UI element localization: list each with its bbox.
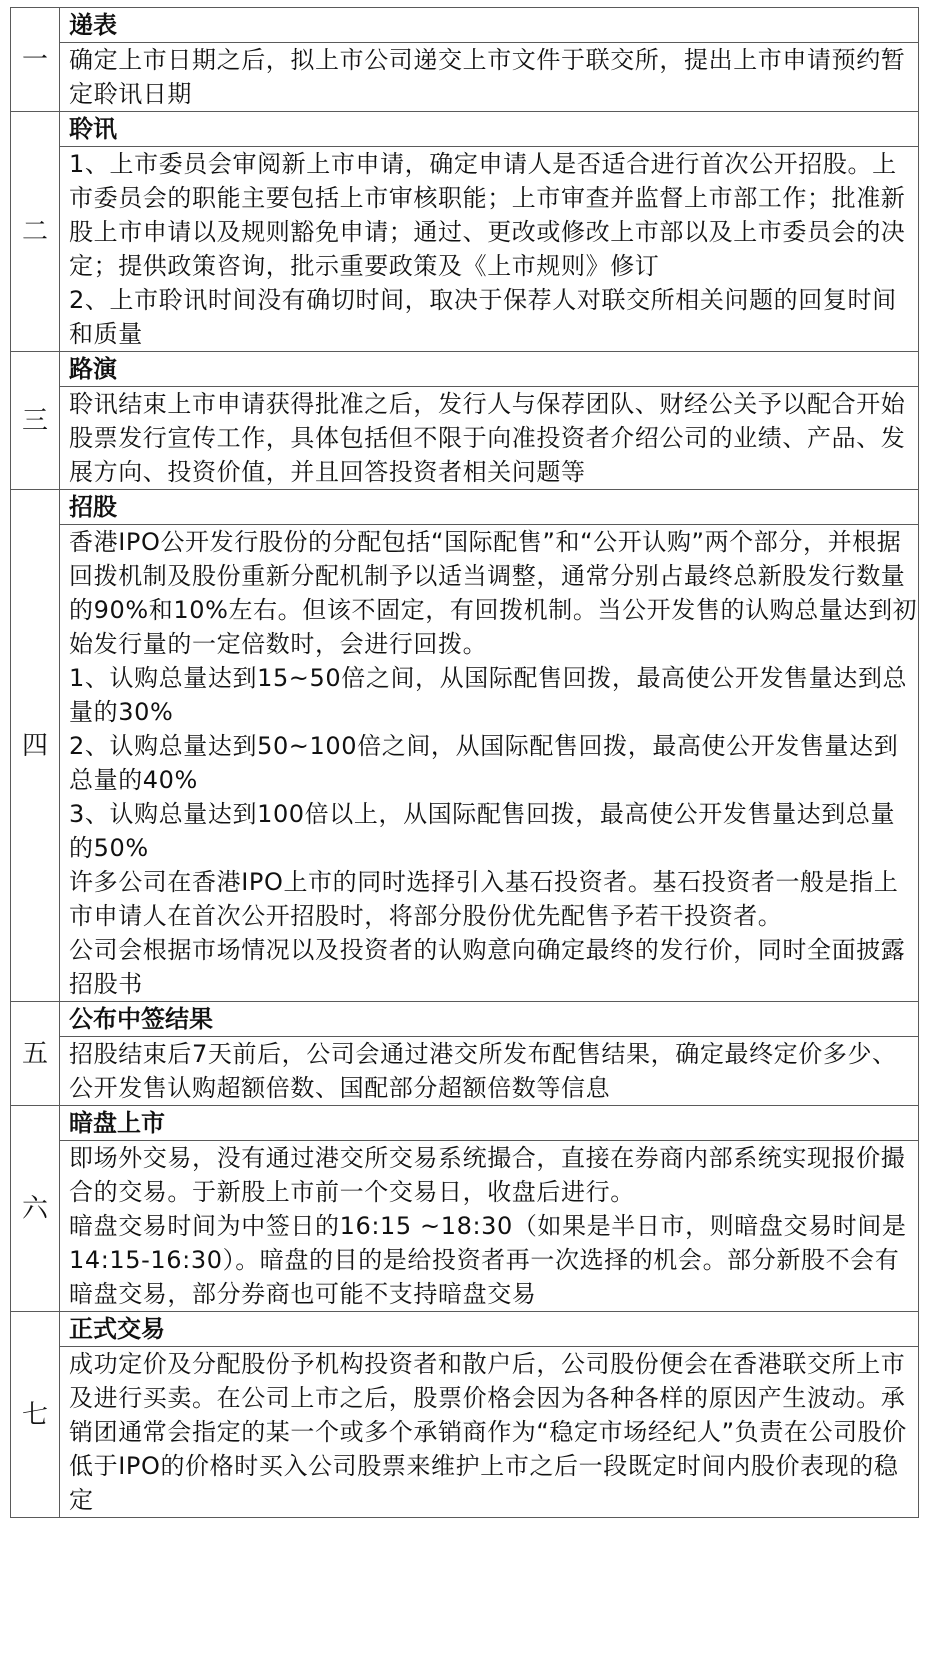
step-description — [60, 1141, 919, 1312]
step-paragraph: 2、认购总量达到50~100倍之间，从国际配售回拨，最高使公开发售量达到总量的40% — [69, 732, 899, 794]
step-paragraph: 1、上市委员会审阅新上市申请，确定申请人是否适合进行首次公开招股。上市委员会的职能主要包括上市审核职能；上市审查并监督上市部工作；批准新股上市申请以及规则豁免申请；通过、更改或修改上市部以及上市委员会的决定；提供政策咨询，批示重要政策及《上市规则》修订 — [69, 150, 906, 280]
step-title-row — [11, 1106, 919, 1141]
step-number: 一 — [11, 8, 60, 112]
step-number: 二 — [11, 112, 60, 352]
step-paragraph: 即场外交易，没有通过港交所交易系统撮合，直接在券商内部系统实现报价撮合的交易。于新股上市前一个交易日，收盘后进行。 — [69, 1144, 906, 1206]
step-title: 递表 — [60, 8, 919, 43]
step-description — [60, 1037, 919, 1106]
step-paragraph: 成功定价及分配股份予机构投资者和散户后，公司股份便会在香港联交所上市及进行买卖。在公司上市之后，股票价格会因为各种各样的原因产生波动。承销团通常会指定的某一个或多个承销商作为“稳定市场经纪人”负责在公司股价低于IPO的价格时买入公司股票来维护上市之后一段既定时间内股价表现的稳定 — [69, 1350, 907, 1514]
step-body-row — [11, 43, 919, 112]
step-body-row — [11, 147, 919, 352]
step-title: 暗盘上市 — [60, 1106, 919, 1141]
step-paragraph: 确定上市日期之后，拟上市公司递交上市文件于联交所，提出上市申请预约暂定聆讯日期 — [69, 46, 906, 108]
step-description — [60, 1347, 919, 1518]
step-paragraph: 香港IPO公开发行股份的分配包括“国际配售”和“公开认购”两个部分，并根据回拨机制及股份重新分配机制予以适当调整，通常分别占最终总新股发行数量的90%和10%左右。但该不固定，有回拨机制。当公开发售的认购总量达到初始发行量的一定倍数时，会进行回拨。 — [69, 528, 918, 658]
step-title-row — [11, 8, 919, 43]
step-title-row — [11, 1002, 919, 1037]
step-title-row — [11, 112, 919, 147]
step-title-row — [11, 490, 919, 525]
step-body-row — [11, 1347, 919, 1518]
step-body-row — [11, 1037, 919, 1106]
step-body-row — [11, 1141, 919, 1312]
step-paragraph: 聆讯结束上市申请获得批准之后，发行人与保荐团队、财经公关予以配合开始股票发行宣传工作，具体包括但不限于向准投资者介绍公司的业绩、产品、发展方向、投资价值，并且回答投资者相关问题等 — [69, 390, 906, 486]
ipo-process-table — [10, 7, 919, 1518]
step-title-row — [11, 352, 919, 387]
step-paragraph: 许多公司在香港IPO上市的同时选择引入基石投资者。基石投资者一般是指上市申请人在首次公开招股时，将部分股份优先配售予若干投资者。 — [69, 868, 899, 930]
ipo-table-body — [11, 8, 919, 1518]
step-paragraph: 1、认购总量达到15~50倍之间，从国际配售回拨，最高使公开发售量达到总量的30% — [69, 664, 908, 726]
step-paragraph: 2、上市聆讯时间没有确切时间，取决于保荐人对联交所相关问题的回复时间和质量 — [69, 286, 897, 348]
step-title: 公布中签结果 — [60, 1002, 919, 1037]
step-title: 招股 — [60, 490, 919, 525]
step-paragraph: 3、认购总量达到100倍以上，从国际配售回拨，最高使公开发售量达到总量的50% — [69, 800, 896, 862]
step-number: 三 — [11, 352, 60, 490]
step-body-row — [11, 525, 919, 1002]
step-title-row — [11, 1312, 919, 1347]
step-number: 四 — [11, 490, 60, 1002]
step-paragraph: 暗盘交易时间为中签日的16:15 ~18:30（如果是半日市，则暗盘交易时间是14:15-16:30）。暗盘的目的是给投资者再一次选择的机会。部分新股不会有暗盘交易，部分券商也可能不支持暗盘交易 — [69, 1212, 907, 1308]
step-title: 聆讯 — [60, 112, 919, 147]
step-description — [60, 387, 919, 490]
step-number: 七 — [11, 1312, 60, 1518]
step-description — [60, 147, 919, 352]
step-paragraph: 公司会根据市场情况以及投资者的认购意向确定最终的发行价，同时全面披露招股书 — [69, 936, 906, 998]
step-body-row — [11, 387, 919, 490]
step-title: 路演 — [60, 352, 919, 387]
step-title: 正式交易 — [60, 1312, 919, 1347]
step-paragraph: 招股结束后7天前后，公司会通过港交所发布配售结果，确定最终定价多少、公开发售认购超额倍数、国配部分超额倍数等信息 — [69, 1040, 897, 1102]
step-description — [60, 525, 919, 1002]
step-number: 六 — [11, 1106, 60, 1312]
step-number: 五 — [11, 1002, 60, 1106]
step-description — [60, 43, 919, 112]
